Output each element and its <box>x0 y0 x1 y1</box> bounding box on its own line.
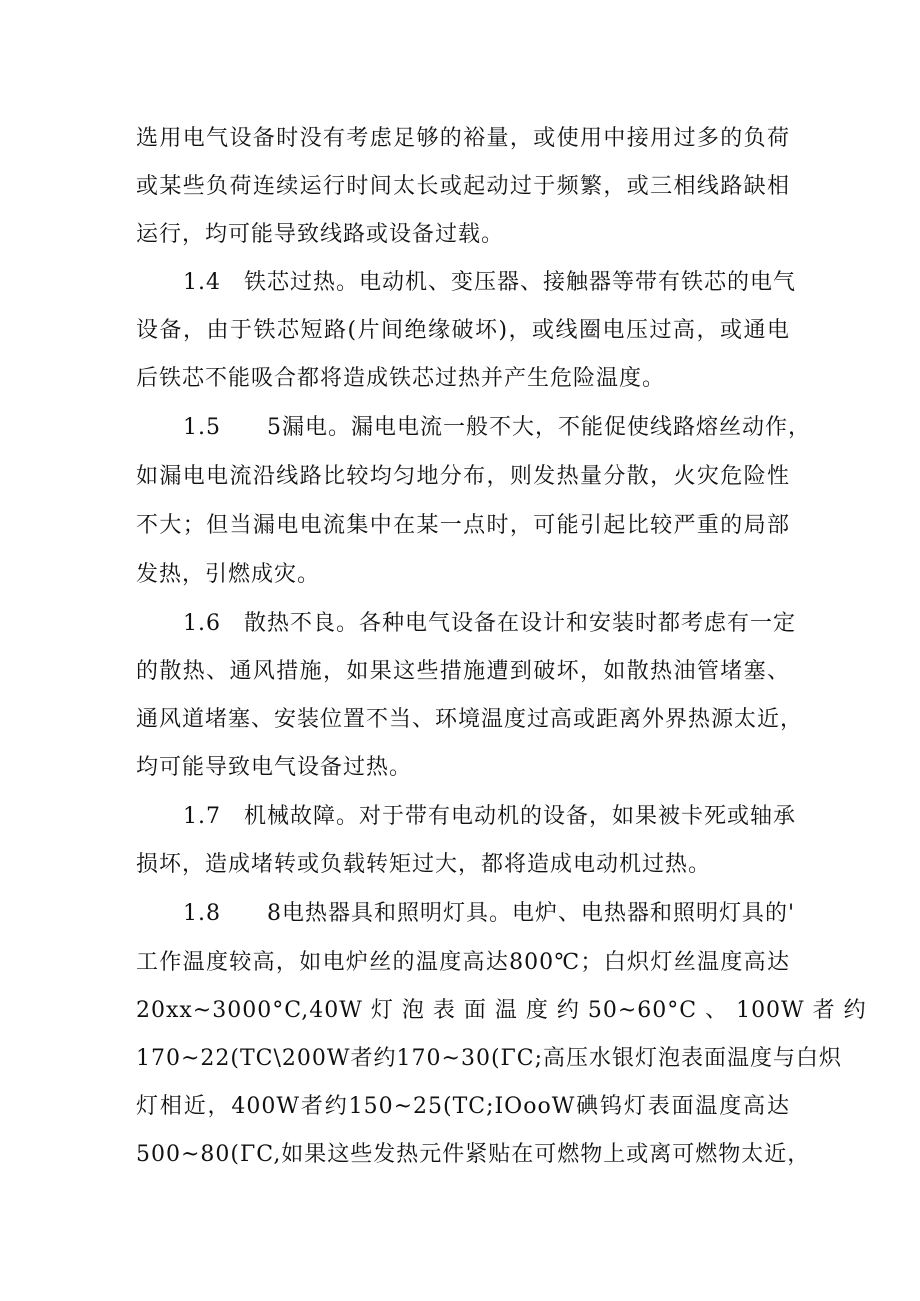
section-heading-line: 1.8 8电热器具和照明灯具。电炉、电热器和照明灯具的' <box>183 901 796 926</box>
text-line: 20xx~3000°C,40W 灯 泡 表 面 温 度 约 50~60°C 、 100W 者 约 <box>136 998 867 1023</box>
text-line: 500~80(ΓC,如果这些发热元件紧贴在可燃物上或离可燃物太近， <box>136 1142 811 1167</box>
text-line: 后铁芯不能吸合都将造成铁芯过热并产生危险温度。 <box>136 366 666 391</box>
text-line: 或某些负荷连续运行时间太长或起动过于频繁，或三相线路缺相 <box>136 174 790 199</box>
section-heading-line: 1.4 铁芯过热。电动机、变压器、接触器等带有铁芯的电气 <box>183 270 796 295</box>
text-line: 工作温度较高，如电炉丝的温度高达800℃；白炽灯丝温度高达 <box>136 950 790 975</box>
text-line: 均可能导致电气设备过热。 <box>136 755 413 780</box>
text-line: 170~22(TC\200W者约170~30(ΓC;高压水银灯泡表面温度与白炽 <box>136 1046 843 1071</box>
text-line: 设备，由于铁芯短路(片间绝缘破坏)，或线圈电压过高，或通电 <box>136 318 790 343</box>
text-line: 运行，均可能导致线路或设备过载。 <box>136 222 505 247</box>
text-line: 发热，引燃成灾。 <box>136 562 321 587</box>
text-line: 灯相近，400W者约150~25(TC;IOooW碘钨灯表面温度高达 <box>136 1094 790 1119</box>
section-heading-line: 1.7 机械故障。对于带有电动机的设备，如果被卡死或轴承 <box>183 804 796 829</box>
text-line: 选用电气设备时没有考虑足够的裕量，或使用中接用过多的负荷 <box>136 126 790 151</box>
text-line: 如漏电电流沿线路比较均匀地分布，则发热量分散，火灾危险性 <box>136 464 790 489</box>
text-line: 通风道堵塞、安装位置不当、环境温度过高或距离外界热源太近， <box>136 707 804 732</box>
section-heading-line: 1.6 散热不良。各种电气设备在设计和安装时都考虑有一定 <box>183 611 796 636</box>
text-line: 的散热、通风措施，如果这些措施遭到破坏，如散热油管堵塞、 <box>136 659 790 684</box>
text-line: 不大；但当漏电电流集中在某一点时，可能引起比较严重的局部 <box>136 513 790 538</box>
section-heading-line: 1.5 5漏电。漏电电流一般不大，不能促使线路熔丝动作， <box>183 415 811 440</box>
text-line: 损坏，造成堵转或负载转矩过大，都将造成电动机过热。 <box>136 852 712 877</box>
